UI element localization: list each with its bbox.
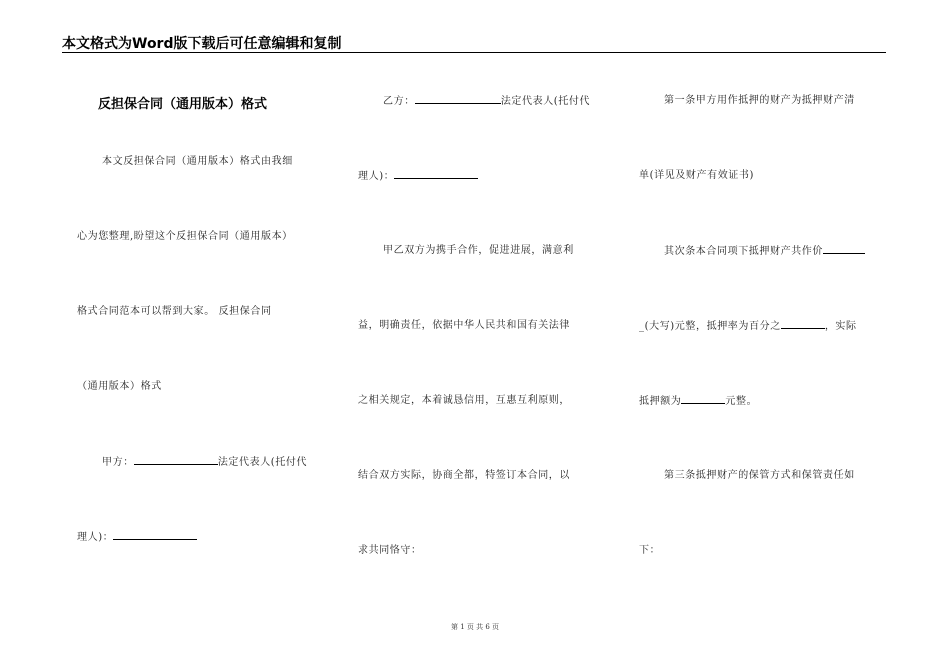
mortgage-rate-clause: _(大写)元整，抵押率为百分之 [639,321,781,332]
agent-label: 理人)： [358,171,395,182]
valuation-clause: 其次条本合同项下抵押财产共作价 [664,246,823,257]
body-line: 单(详见及财产有效证书) [639,170,755,181]
page-number: 第 1 页 共 6 页 [450,623,500,631]
body-line: （通用版本）格式 [77,381,162,392]
body-line [639,394,757,409]
body-line [383,94,590,109]
header-rule [62,52,886,53]
body-line [358,169,478,184]
body-line: 第三条抵押财产的保管方式和保管责任如 [664,470,855,481]
agent-label: 理人)： [77,532,114,543]
body-line [664,244,865,259]
fill-in-blank [113,530,197,540]
body-line: 下： [639,545,661,556]
document-header: 本文格式为Word版下载后可任意编辑和复制 [62,36,342,52]
mortgage-amount-label: 抵押额为 [639,396,682,407]
fill-in-blank [823,244,865,254]
fill-in-blank [394,169,478,179]
body-line [77,530,197,545]
legal-representative-label: 法定代表人(托付代 [217,457,308,468]
body-line: 益，明确责任，依据中华人民共和国有关法律 [358,320,570,331]
body-line: 求共同恪守： [358,545,422,556]
party-a-label: 甲方： [102,457,134,468]
body-line [102,455,307,470]
document-title: 反担保合同（通用版本）格式 [98,97,268,112]
currency-suffix: 元整。 [725,396,758,407]
body-line [639,319,857,334]
body-line: 心为您整理,盼望这个反担保合同（通用版本） [77,231,293,242]
fill-in-blank [681,394,725,404]
body-line: 格式合同范本可以帮到大家。 反担保合同 [77,306,272,317]
body-line: 之相关规定，本着诚恳信用，互惠互利原则， [358,395,570,406]
fill-in-blank [415,94,501,104]
body-line: 本文反担保合同（通用版本）格式由我细 [102,156,293,167]
body-line: 甲乙双方为携手合作，促进进展，满意利 [383,245,574,256]
body-line: 结合双方实际，协商全都，特签订本合同，以 [358,470,570,481]
fill-in-blank [134,455,218,465]
party-b-label: 乙方： [383,96,415,107]
actual-label: ，实际 [824,321,857,332]
body-line: 第一条甲方用作抵押的财产为抵押财产清 [664,95,855,106]
legal-representative-label: 法定代表人(托付代 [500,96,591,107]
fill-in-blank [781,319,825,329]
